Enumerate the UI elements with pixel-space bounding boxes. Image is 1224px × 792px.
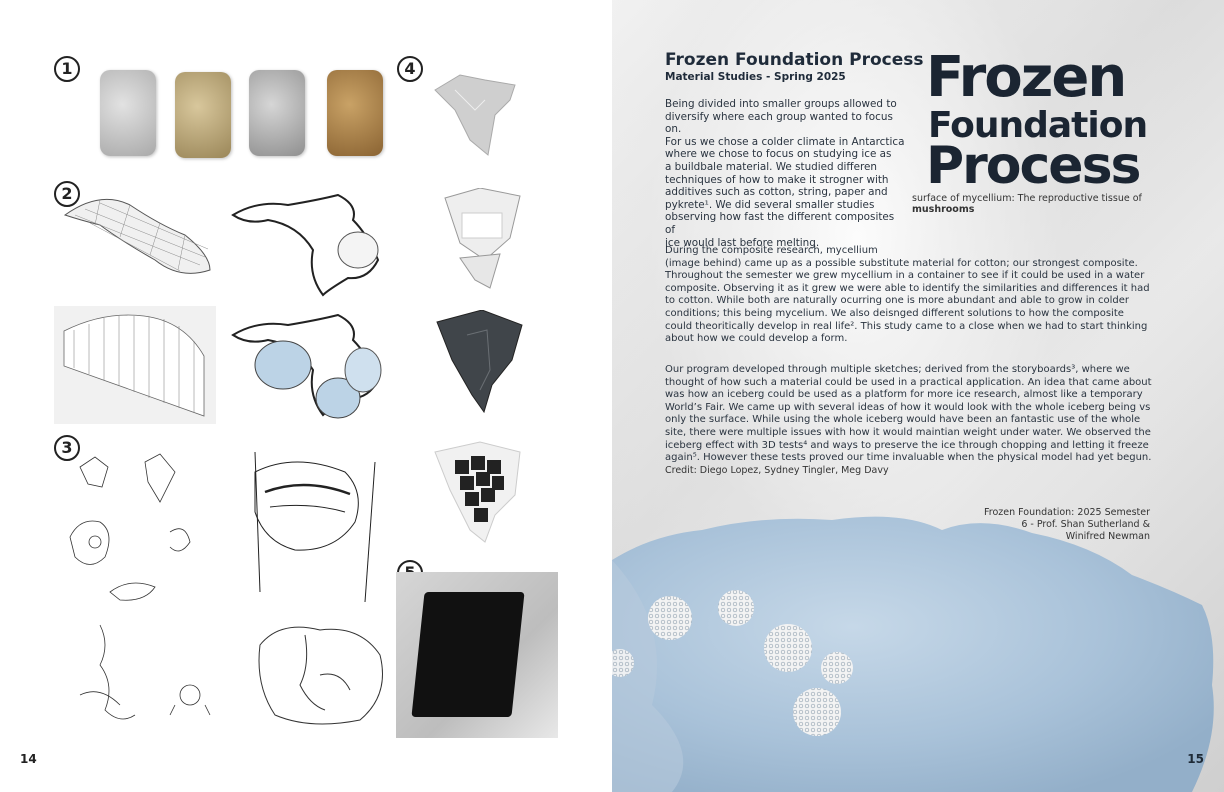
headline-caption-line2: mushrooms	[912, 204, 975, 215]
paragraph-1-line: observing how fast the different composites of	[665, 211, 895, 236]
paragraph-3-line: was how an iceberg could be used as a platform for more ice research, almost like a temporary	[665, 389, 1143, 401]
paragraph-3-line: World’s Fair. We came up with several ideas of how it would look with the whole iceberg being vs	[665, 401, 1151, 413]
paragraph-2-line: about how we could develop a form.	[665, 333, 848, 345]
ice-form-render-outline	[228, 190, 388, 300]
right-page	[612, 0, 1224, 792]
paragraph-2-line: During the composite research, mycellium	[665, 245, 878, 256]
paragraph-1-line: a buildbale material. We studied differen	[665, 160, 878, 173]
iceberg-model-white	[430, 70, 525, 160]
paragraph-2-line: to cotton. While both are naturally ocurring one is more abundant and able to grow in colder	[665, 295, 1130, 307]
paragraph-1-line: additives such as cotton, string, paper and	[665, 186, 888, 199]
paragraph-2-line: conditions; this being mycelium. We also deisnged different solutions to how the composite	[665, 307, 1124, 319]
headline-frozen: Frozen	[926, 45, 1126, 110]
paragraph-1-line: For us we chose a colder climate in Antarctica	[665, 135, 905, 148]
section-title: Frozen Foundation Process	[665, 50, 924, 70]
section-number-3: 3	[54, 435, 80, 461]
paragraph-2-line: (image behind) came up as a possible substitute material for cotton; our strongest composite.	[665, 257, 1138, 269]
section-number-2: 2	[54, 181, 80, 207]
headline-caption-line1: surface of mycellium: The reproductive tissue of	[912, 193, 1142, 204]
headline-process: Process	[926, 136, 1140, 196]
section-number-4: 4	[397, 56, 423, 82]
course-info-line: 6 - Prof. Shan Sutherland &	[1021, 519, 1150, 530]
paragraph-1-line: Being divided into smaller groups allowed to	[665, 98, 897, 110]
iceberg-model-dark	[432, 310, 527, 415]
ice-form-render-blue	[228, 310, 393, 430]
page-number-left: 14	[20, 752, 37, 766]
paragraph-3-line: Our program developed through multiple sketches; derived from the storyboards³, where we	[665, 364, 1130, 375]
section-subtitle: Material Studies - Spring 2025	[665, 71, 846, 83]
ice-sample-tile-fiber	[175, 72, 231, 158]
sketch-creature-drawing	[60, 615, 230, 735]
paragraph-3-line: iceberg effect with 3D tests⁴ and ways to preserve the ice through chopping and letting it freeze	[665, 439, 1149, 451]
paragraph-3-line: thought of how such a material could be used in a practical application. An idea that came about	[665, 376, 1152, 388]
course-info-line: Frozen Foundation: 2025 Semester	[984, 507, 1150, 518]
paragraph-2-line: Throughout the semester we grew mycellium in a container to see if it could be used in a water	[665, 270, 1145, 282]
paragraph-3	[665, 364, 1180, 477]
ice-sample-tile-plain	[100, 70, 156, 156]
paragraph-1	[665, 98, 905, 249]
dark-wrapped-object	[411, 592, 524, 717]
paragraph-1-line: diversify where each group wanted to focus on.	[665, 110, 893, 136]
wireframe-terrain-render	[60, 185, 220, 285]
paragraph-1-line: where we chose to focus on studying ice as	[665, 148, 892, 161]
paragraph-1-line: ice would last before melting.	[665, 236, 820, 249]
sketch-iceberg-diagram	[60, 432, 230, 612]
section-number-1: 1	[54, 56, 80, 82]
page-number-right: 15	[1187, 752, 1204, 766]
paragraph-2-line: composite. Observing it as it grew we were able to identify the similarities and differences it had	[665, 282, 1150, 294]
iceberg-model-cut-sections	[440, 188, 525, 293]
paragraph-3-line: site, there were multiple issues with how it would maintian weight under water. We observed the	[665, 426, 1151, 438]
ice-sample-tile-paper	[249, 70, 305, 156]
paragraph-2	[665, 245, 1175, 346]
wireframe-grid-render	[54, 306, 216, 424]
paragraph-3-line: again⁵. However these tests proved our time invaluable when the physical model had yet begun.	[665, 452, 1152, 464]
paragraph-3-line: only the surface. While using the whole iceberg would have been an fantastic use of the whole	[665, 414, 1141, 426]
sketch-platform-outline	[250, 615, 400, 735]
iceberg-model-tiled	[430, 440, 525, 545]
course-info-line: Winifred Newman	[1065, 531, 1150, 542]
mycelium-ice-photo	[612, 505, 1224, 792]
headline-foundation: Foundation	[928, 105, 1148, 146]
ice-sample-tile-pykrete	[327, 70, 383, 156]
ice-block-photo	[396, 572, 558, 738]
credit-line: Credit: Diego Lopez, Sydney Tingler, Meg Davy	[665, 464, 889, 476]
sketch-face-drawing	[235, 432, 395, 612]
paragraph-2-line: could theoritically develop in real life². This study came to a close when we had to start thinking	[665, 320, 1148, 332]
paragraph-1-line: pykrete¹. We did several smaller studies	[665, 198, 875, 211]
paragraph-1-line: techniques of how to make it strogner with	[665, 173, 889, 186]
